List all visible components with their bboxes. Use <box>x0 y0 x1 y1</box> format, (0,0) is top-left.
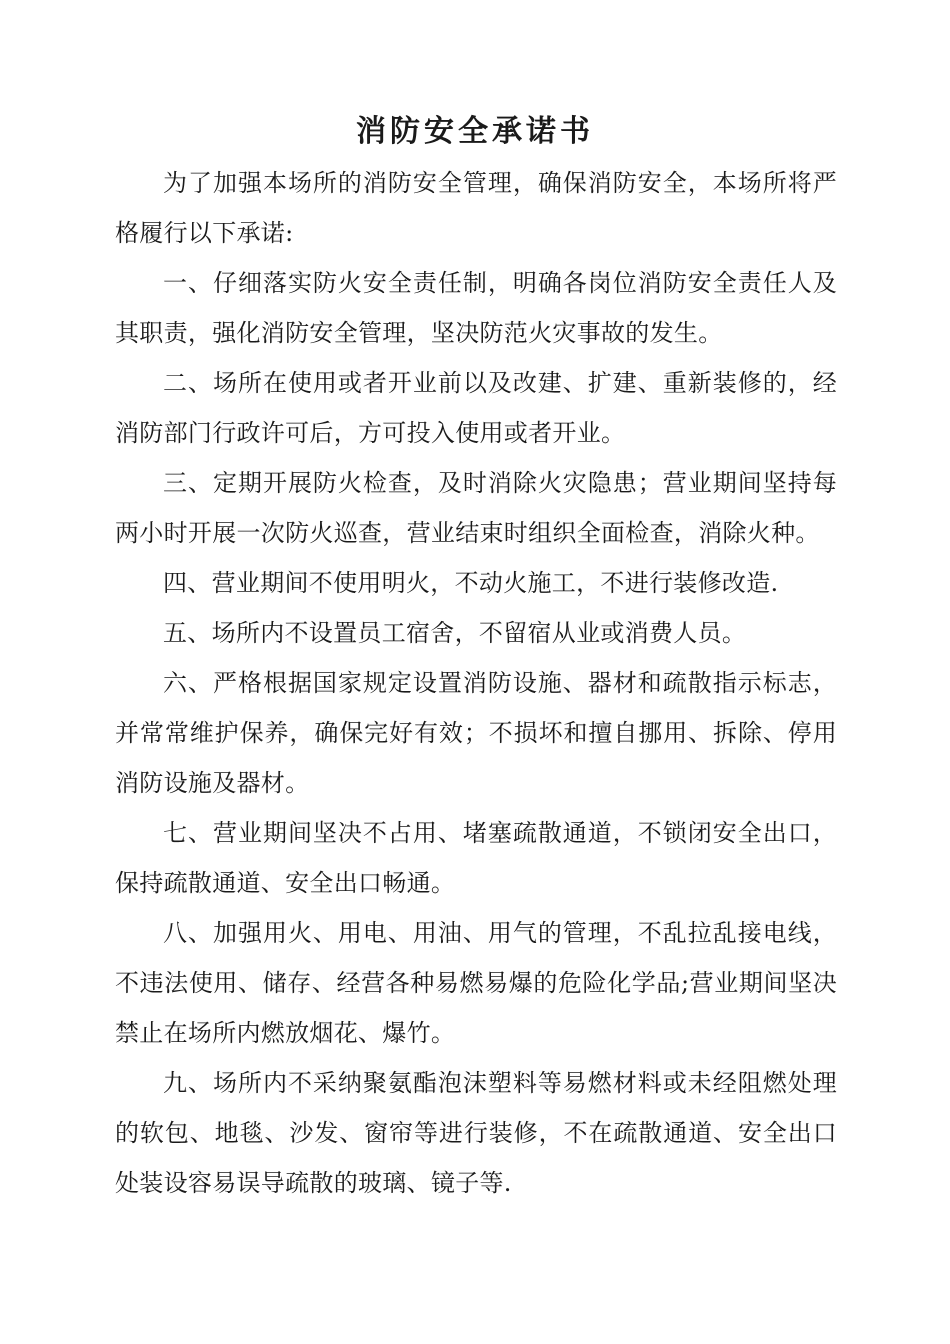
commitment-item-1: 一、仔细落实防火安全责任制，明确各岗位消防安全责任人及其职责，强化消防安全管理，坚决防范火灾事故的发生。 <box>115 269 837 347</box>
commitment-item-6: 六、严格根据国家规定设置消防设施、器材和疏散指示标志，并常常维护保养，确保完好有效；不损坏和擅自挪用、拆除、停用消防设施及器材。 <box>115 669 837 797</box>
document-body <box>115 158 837 1208</box>
commitment-item-7: 七、营业期间坚决不占用、堵塞疏散通道，不锁闭安全出口，保持疏散通道、安全出口畅通。 <box>115 819 837 897</box>
commitment-item-8: 八、加强用火、用电、用油、用气的管理，不乱拉乱接电线，不违法使用、储存、经营各种易燃易爆的危险化学品;营业期间坚决禁止在场所内燃放烟花、爆竹。 <box>115 919 837 1047</box>
commitment-item-2: 二、场所在使用或者开业前以及改建、扩建、重新装修的，经消防部门行政许可后，方可投入使用或者开业。 <box>115 369 837 447</box>
document-title: 消防安全承诺书 <box>356 114 594 149</box>
commitment-item-5: 五、场所内不设置员工宿舍，不留宿从业或消费人员。 <box>163 619 747 647</box>
commitment-item-9: 九、场所内不采纳聚氨酯泡沫塑料等易燃材料或未经阻燃处理的软包、地毯、沙发、窗帘等进行装修，不在疏散通道、安全出口处装设容易误导疏散的玻璃、镜子等. <box>115 1069 837 1197</box>
commitment-item-4: 四、营业期间不使用明火，不动火施工，不进行装修改造. <box>163 569 779 597</box>
intro-paragraph: 为了加强本场所的消防安全管理，确保消防安全，本场所将严格履行以下承诺: <box>115 169 837 247</box>
commitment-item-3: 三、定期开展防火检查，及时消除火灾隐患；营业期间坚持每两小时开展一次防火巡查，营业结束时组织全面检查，消除火种。 <box>115 469 837 547</box>
